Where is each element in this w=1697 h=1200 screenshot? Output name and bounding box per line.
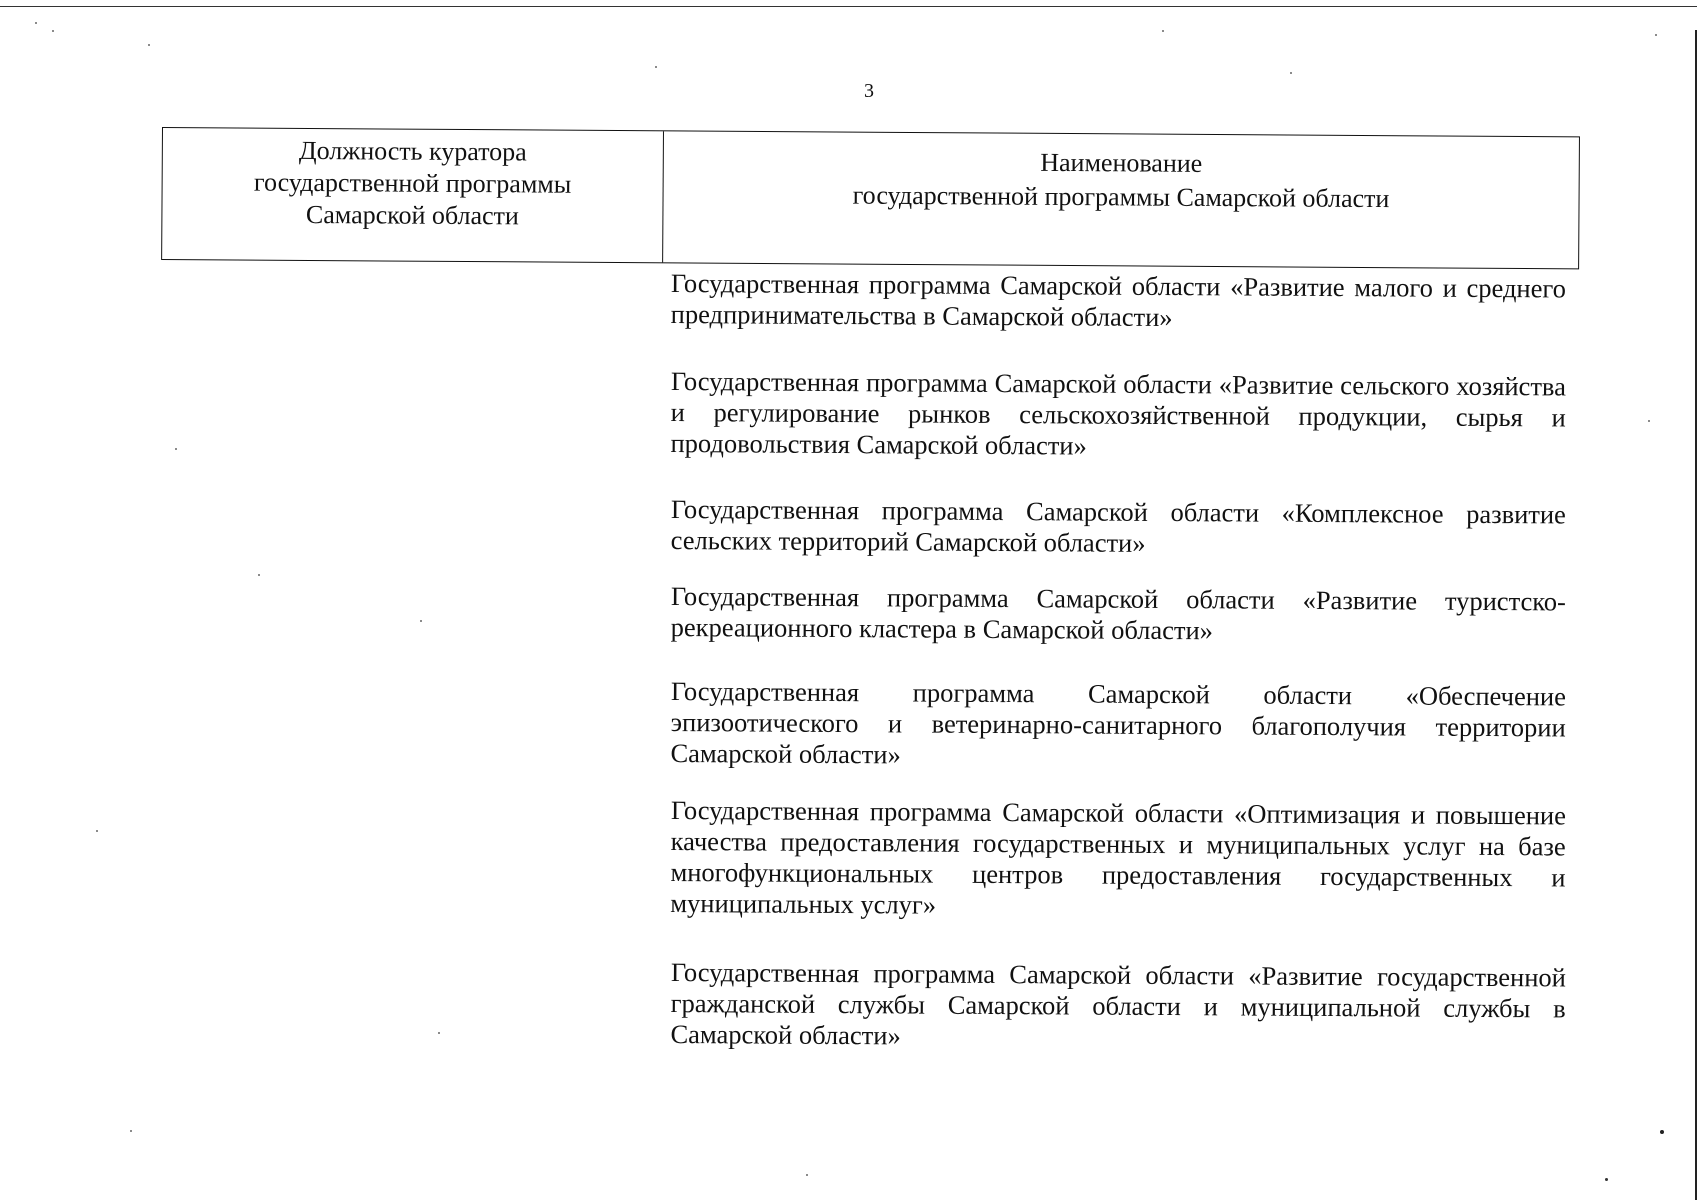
scan-speck bbox=[175, 448, 177, 450]
scan-top-border-line bbox=[0, 6, 1697, 7]
program-item: Государственная программа Самарской области «Развитие туристско-рекреационного кластера в Самарской области» bbox=[670, 581, 1566, 646]
scan-speck bbox=[420, 620, 422, 622]
program-item: Государственная программа Самарской области «Развитие сельского хозяйства и регулирование рынков сельскохозяйственной продукции, сырья и продовольствия Самарской области» bbox=[670, 366, 1566, 461]
page-number: 3 bbox=[864, 80, 874, 102]
scan-speck bbox=[35, 22, 37, 24]
header-program-name bbox=[663, 131, 1579, 268]
header-program-line: Наименование bbox=[1040, 147, 1203, 178]
program-item: Государственная программа Самарской области «Развитие малого и среднего предпринимательства в Самарской области» bbox=[670, 268, 1566, 333]
program-item: Государственная программа Самарской области «Оптимизация и повышение качества предоставления государственных и муниципальных услуг на базе многофункциональных центров предоставления государственных и муниципальных услуг» bbox=[670, 795, 1566, 920]
header-curator-line: Должность куратора bbox=[298, 135, 527, 167]
scan-speck bbox=[1290, 72, 1292, 74]
scan-speck bbox=[1655, 34, 1657, 36]
header-curator-line: Самарской области bbox=[305, 199, 519, 231]
scan-speck bbox=[148, 44, 150, 46]
header-curator-position bbox=[162, 128, 664, 262]
scan-speck bbox=[438, 1032, 440, 1034]
scan-speck bbox=[655, 66, 657, 68]
scan-speck bbox=[1648, 420, 1650, 422]
scan-speck bbox=[1162, 30, 1164, 32]
header-curator-line: государственной программы bbox=[253, 167, 572, 199]
program-item: Государственная программа Самарской области «Комплексное развитие сельских территорий Самарской области» bbox=[670, 494, 1566, 558]
program-item: Государственная программа Самарской области «Обеспечение эпизоотического и ветеринарно-санитарного благополучия территории Самарской области» bbox=[670, 676, 1566, 770]
scan-speck bbox=[96, 830, 98, 832]
program-item: Государственная программа Самарской области «Развитие государственной гражданской службы Самарской области и муниципальной службы в Самарской области» bbox=[670, 957, 1566, 1051]
scan-speck bbox=[258, 574, 260, 576]
header-program-line: государственной программы Самарской области bbox=[852, 180, 1390, 214]
scan-speck bbox=[1605, 1178, 1608, 1181]
scan-speck bbox=[1660, 1130, 1664, 1134]
scan-speck bbox=[52, 30, 54, 32]
scan-speck bbox=[130, 1130, 132, 1132]
scan-speck bbox=[806, 1174, 808, 1176]
table-header bbox=[161, 127, 1580, 269]
